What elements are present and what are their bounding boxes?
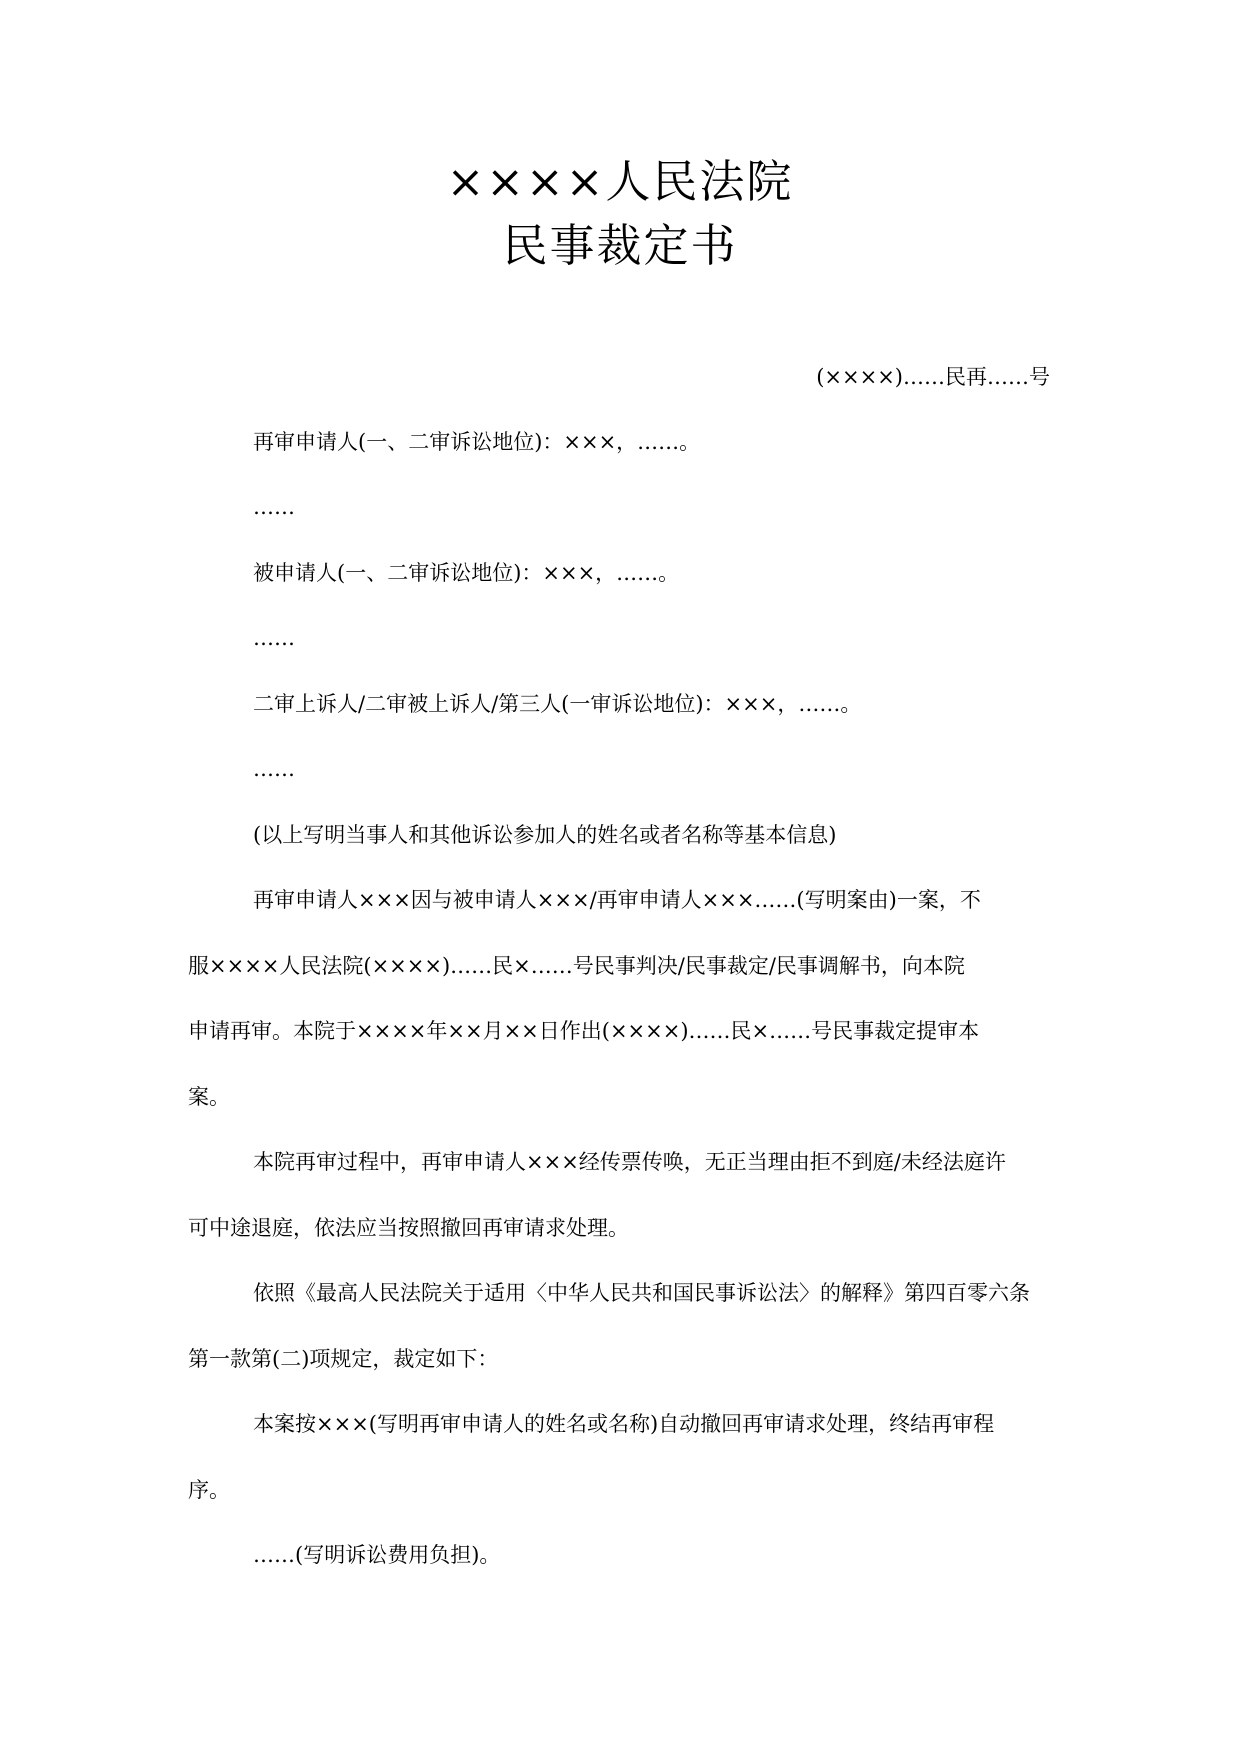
legal-basis-line-2: 第一款第(二)项规定，裁定如下：	[188, 1347, 499, 1371]
other-party-ellipsis: ……	[253, 757, 295, 781]
retrial-process-line-1: 本院再审过程中，再审申请人×××经传票传唤，无正当理由拒不到庭/未经法庭许	[253, 1150, 1006, 1174]
case-background-line-1: 再审申请人×××因与被申请人×××/再审申请人×××……(写明案由)一案，不	[253, 888, 981, 912]
ruling-line-2: 序。	[188, 1478, 230, 1502]
case-number: (××××)……民再……号	[816, 365, 1050, 389]
respondent-ellipsis: ……	[253, 626, 295, 650]
applicant-line: 再审申请人(一、二审诉讼地位)：×××，……。	[253, 430, 701, 454]
case-background-line-3: 申请再审。本院于××××年××月××日作出(××××)……民×……号民事裁定提审本	[188, 1019, 980, 1043]
applicant-ellipsis: ……	[253, 495, 295, 519]
case-background-line-4: 案。	[188, 1085, 230, 1109]
parties-note: (以上写明当事人和其他诉讼参加人的姓名或者名称等基本信息)	[253, 823, 837, 847]
court-title: ××××人民法院	[446, 155, 794, 208]
respondent-line: 被申请人(一、二审诉讼地位)：×××，……。	[253, 561, 680, 585]
retrial-process-line-2: 可中途退庭，依法应当按照撤回再审请求处理。	[188, 1216, 629, 1240]
other-party-line: 二审上诉人/二审被上诉人/第三人(一审诉讼地位)：×××，……。	[253, 692, 862, 716]
litigation-costs-line: ……(写明诉讼费用负担)。	[253, 1543, 501, 1567]
legal-basis-line-1: 依照《最高人民法院关于适用〈中华人民共和国民事诉讼法〉的解释》第四百零六条	[253, 1281, 1030, 1305]
document-type-title: 民事裁定书	[502, 219, 738, 272]
case-background-line-2: 服××××人民法院(××××)……民×……号民事判决/民事裁定/民事调解书，向本院	[188, 954, 965, 978]
ruling-line-1: 本案按×××(写明再审申请人的姓名或名称)自动撤回再审请求处理，终结再审程	[253, 1412, 995, 1436]
